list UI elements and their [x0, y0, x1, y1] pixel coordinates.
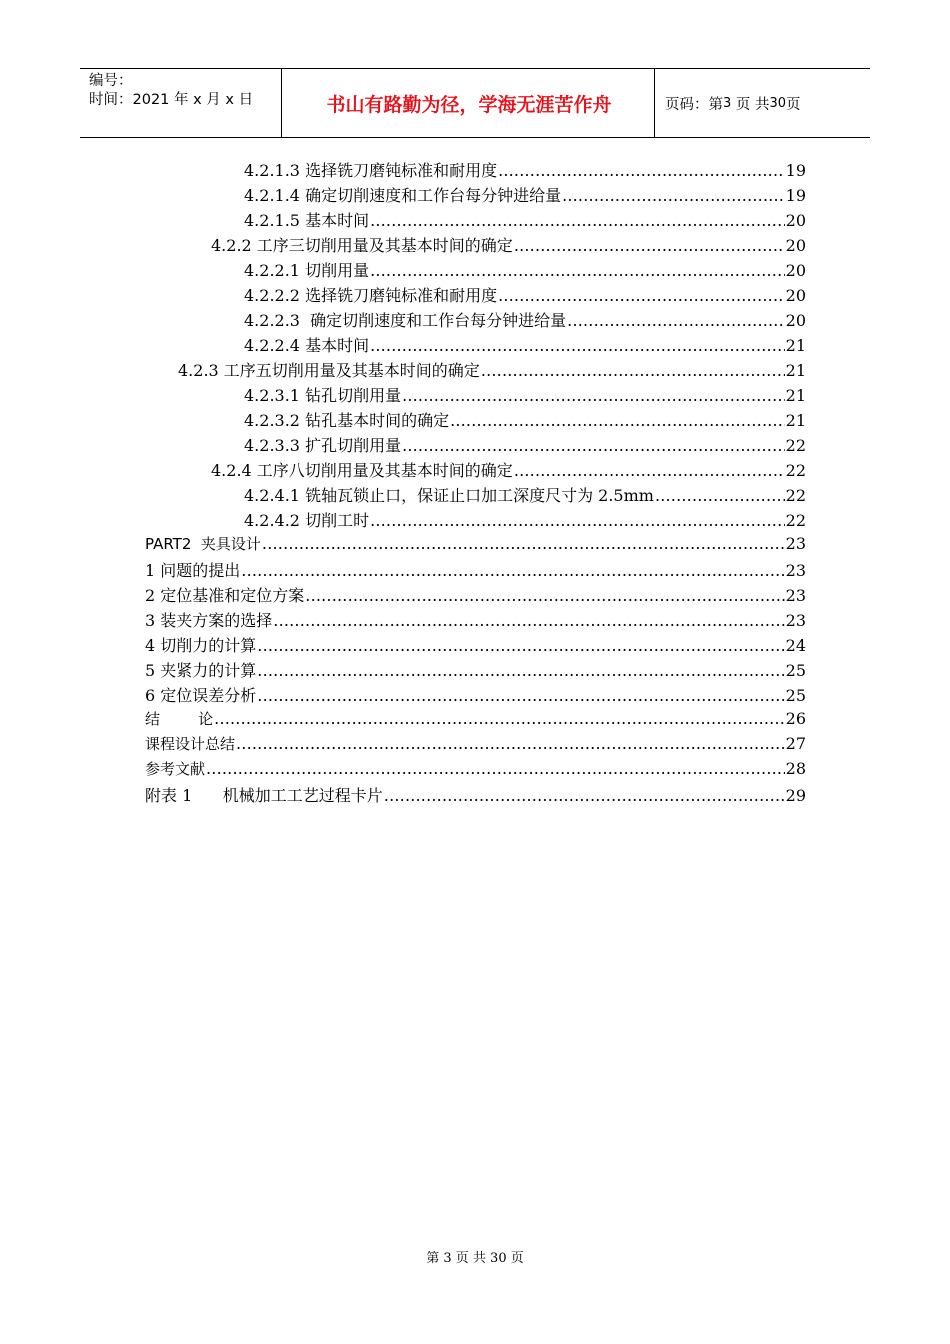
toc-leader-dots: [273, 611, 784, 630]
header-page-info: [655, 69, 870, 137]
toc-entry[interactable]: [145, 658, 806, 683]
toc-entry-label: 4.2.3 工序五切削用量及其基本时间的确定: [178, 361, 480, 380]
toc-entry-label: 课程设计总结: [145, 735, 236, 753]
toc-leader-dots: [384, 786, 785, 805]
toc-entry-page: 23: [785, 611, 806, 630]
toc-entry-label: 4.2.2.1 切削用量: [244, 261, 370, 280]
page-prefix: 页码：第: [665, 96, 723, 113]
toc-leader-dots: [206, 759, 785, 778]
page-total: 30: [769, 95, 787, 111]
header-motto: 书山有路勤为径，学海无涯苦作舟: [282, 69, 655, 137]
toc-entry-label: 3 装夹方案的选择: [145, 611, 273, 630]
toc-entry[interactable]: [145, 758, 806, 783]
toc-entry-page: 24: [785, 636, 806, 655]
toc-leader-dots: [257, 686, 784, 705]
toc-entry-page: 19: [785, 161, 806, 180]
toc-entry-page: 23: [785, 534, 806, 553]
toc-entry[interactable]: [244, 158, 806, 183]
toc-entry-label: 1 问题的提出: [145, 561, 241, 580]
page-suffix: 页: [786, 96, 801, 113]
toc-entry-page: 19: [785, 186, 806, 205]
toc-entry[interactable]: [145, 533, 806, 558]
toc-entry-page: 22: [785, 461, 806, 480]
toc-entry[interactable]: [244, 408, 806, 433]
toc-leader-dots: [236, 734, 785, 753]
toc-entry-page: 21: [785, 361, 806, 380]
toc-entry-label: 4.2.3.2 钻孔基本时间的确定: [244, 411, 450, 430]
toc-entry[interactable]: [244, 483, 806, 508]
toc-leader-dots: [305, 586, 784, 605]
toc-entry[interactable]: [178, 358, 806, 383]
page-mid: 页 共: [735, 96, 770, 113]
toc-entry-label: 4.2.3.1 钻孔切削用量: [244, 386, 402, 405]
toc-entry[interactable]: [244, 433, 806, 458]
page-footer: 第 3 页 共 30 页: [426, 1251, 524, 1266]
toc-entry-label: 4.2.2.2 选择铣刀磨钝标准和耐用度: [244, 286, 498, 305]
toc-entry-label: 附表 1 机械加工工艺过程卡片: [145, 786, 383, 805]
toc-entry[interactable]: [244, 183, 806, 208]
toc-entry-label: 4.2.2.4 基本时间: [244, 336, 370, 355]
toc-entry[interactable]: [244, 258, 806, 283]
toc-entry[interactable]: [145, 733, 806, 758]
toc-entry-page: 25: [785, 661, 806, 680]
toc-entry-label: PART2 夹具设计: [145, 535, 261, 553]
toc-leader-dots: [655, 486, 785, 505]
toc-entry[interactable]: [244, 508, 806, 533]
toc-leader-dots: [402, 436, 785, 455]
toc-leader-dots: [498, 161, 785, 180]
toc-leader-dots: [562, 186, 785, 205]
toc-entry[interactable]: [244, 208, 806, 233]
toc-entry-page: 22: [785, 511, 806, 530]
toc-leader-dots: [567, 311, 784, 330]
toc-leader-dots: [370, 511, 785, 530]
toc-entry-label: 4.2.1.3 选择铣刀磨钝标准和耐用度: [244, 161, 498, 180]
toc-entry-page: 27: [785, 734, 806, 753]
toc-leader-dots: [498, 286, 785, 305]
toc-entry-label: 4.2.1.5 基本时间: [244, 211, 370, 230]
toc-leader-dots: [257, 661, 784, 680]
toc-leader-dots: [262, 534, 785, 553]
toc-entry-label: 6 定位误差分析: [145, 686, 257, 705]
toc-entry-label: 4 切削力的计算: [145, 636, 257, 655]
toc-entry-label: 4.2.4 工序八切削用量及其基本时间的确定: [211, 461, 513, 480]
toc-entry-label: 2 定位基准和定位方案: [145, 586, 305, 605]
toc-entry[interactable]: [145, 708, 806, 733]
toc-leader-dots: [514, 236, 785, 255]
toc-leader-dots: [481, 361, 785, 380]
toc-entry-page: 23: [785, 586, 806, 605]
toc-entry[interactable]: [145, 783, 806, 808]
toc-entry-page: 21: [785, 411, 806, 430]
code-label: 编号：: [89, 73, 133, 89]
toc-entry-page: 20: [785, 311, 806, 330]
time-label: 时间：2021 年 x 月 x 日: [89, 92, 254, 108]
toc-entry-page: 29: [785, 786, 806, 805]
toc-leader-dots: [370, 336, 785, 355]
page-current: 3: [723, 95, 732, 111]
toc-entry[interactable]: [145, 558, 806, 583]
toc-leader-dots: [370, 261, 785, 280]
toc-entry-page: 25: [785, 686, 806, 705]
toc-entry-label: 4.2.1.4 确定切削速度和工作台每分钟进给量: [244, 186, 562, 205]
toc-entry-page: 20: [785, 286, 806, 305]
toc-entry[interactable]: [244, 333, 806, 358]
toc-entry[interactable]: [145, 608, 806, 633]
toc-entry-page: 21: [785, 336, 806, 355]
toc-entry[interactable]: [145, 633, 806, 658]
page-header: [80, 68, 870, 138]
toc-entry-label: 4.2.2 工序三切削用量及其基本时间的确定: [211, 236, 513, 255]
toc-leader-dots: [402, 386, 785, 405]
toc-entry[interactable]: [211, 458, 806, 483]
toc-leader-dots: [257, 636, 784, 655]
toc-entry[interactable]: [211, 233, 806, 258]
toc-entry-label: 参考文献: [145, 760, 206, 778]
toc-leader-dots: [241, 561, 784, 580]
toc-entry-page: 21: [785, 386, 806, 405]
toc-entry-page: 20: [785, 236, 806, 255]
toc-entry-page: 26: [785, 709, 806, 728]
toc-entry-page: 22: [785, 436, 806, 455]
toc-entry-page: 20: [785, 211, 806, 230]
toc-entry[interactable]: [244, 383, 806, 408]
toc-entry-label: 4.2.2.3 确定切削速度和工作台每分钟进给量: [244, 311, 567, 330]
toc-leader-dots: [370, 211, 785, 230]
toc-entry[interactable]: [244, 283, 806, 308]
toc-entry-label: 4.2.4.1 铣轴瓦锁止口，保证止口加工深度尺寸为 2.5mm: [244, 486, 654, 505]
header-meta: [80, 69, 282, 137]
toc-entry-label: 5 夹紧力的计算: [145, 661, 257, 680]
toc-entry-label: 结 论: [145, 710, 214, 728]
toc-entry[interactable]: [145, 583, 806, 608]
toc-leader-dots: [450, 411, 785, 430]
toc-entry-page: 22: [785, 486, 806, 505]
toc-entry[interactable]: [145, 683, 806, 708]
toc-entry-page: 23: [785, 561, 806, 580]
toc-entry-page: 28: [785, 759, 806, 778]
toc-entry-label: 4.2.4.2 切削工时: [244, 511, 370, 530]
toc-leader-dots: [514, 461, 785, 480]
toc-entry-label: 4.2.3.3 扩孔切削用量: [244, 436, 402, 455]
toc-entry-page: 20: [785, 261, 806, 280]
toc-leader-dots: [214, 709, 784, 728]
toc-entry[interactable]: [244, 308, 806, 333]
